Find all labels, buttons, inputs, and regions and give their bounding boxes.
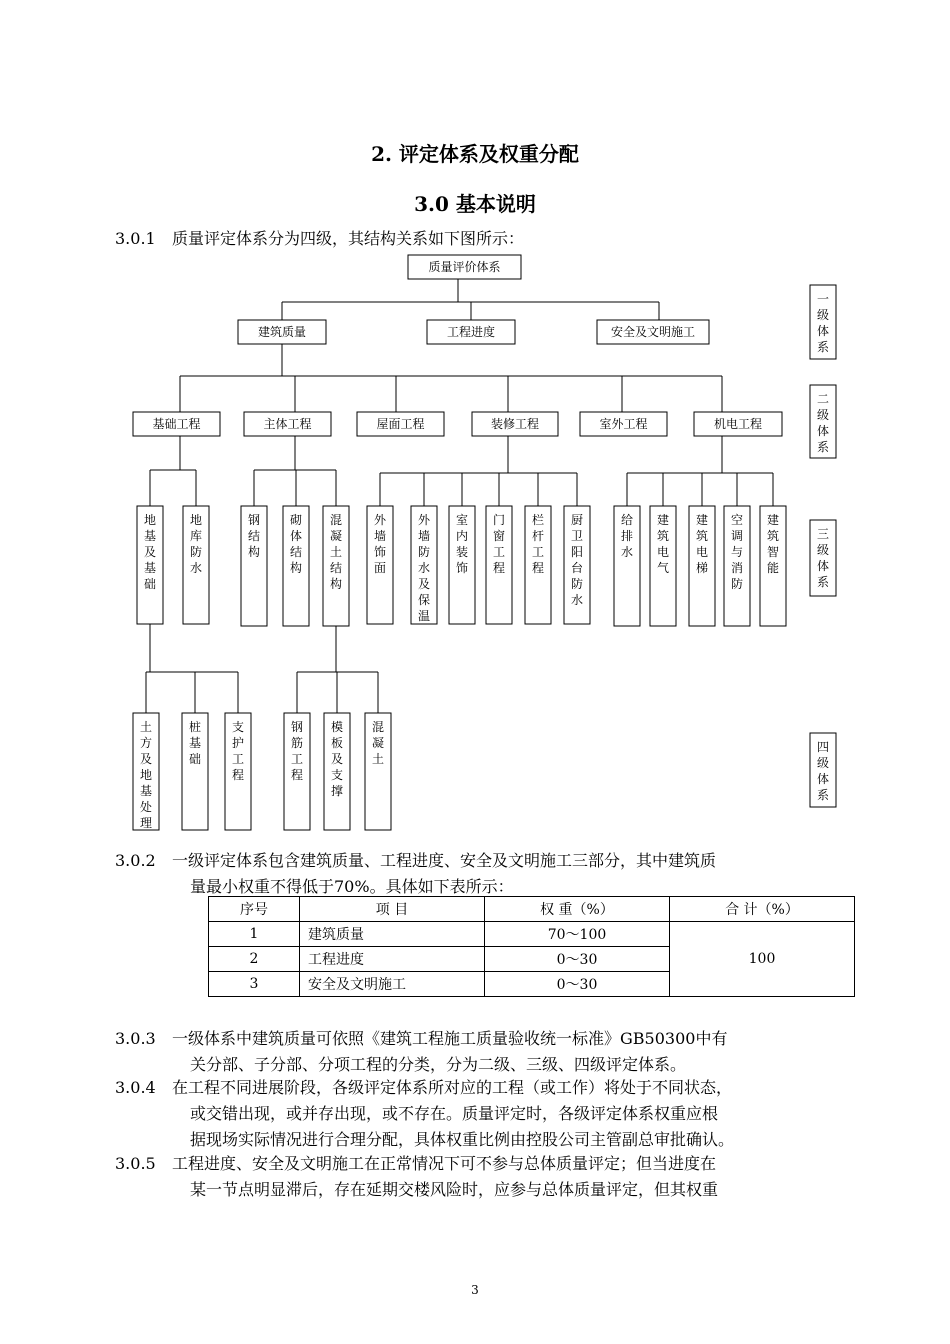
paragraph-3-0-3 [115, 1026, 840, 1078]
diagram-nodes [133, 255, 836, 830]
row-weight: 70～100 [485, 922, 670, 947]
level3-node-label: 地库防水 [189, 513, 203, 575]
weight-table [208, 896, 855, 997]
section-heading: 2. 评定体系及权重分配 [371, 142, 579, 166]
level3-node-label: 门窗工程 [492, 513, 506, 575]
level4-node-label: 钢筋工程 [290, 720, 304, 782]
clause-text: 质量评定体系分为四级，其结构关系如下图所示： [172, 229, 525, 248]
level3-node-label: 钢结构 [247, 513, 261, 559]
level4-node-label: 混凝土 [371, 720, 385, 766]
header-cell: 合 计（%） [670, 897, 855, 922]
level3-node-label: 栏杆工程 [531, 513, 545, 575]
paragraph-3-0-4 [115, 1075, 840, 1153]
paragraph-3-0-2 [115, 848, 840, 900]
tier-label-label: 四级体系 [816, 740, 830, 802]
clause-line: 关分部、子分部、分项工程的分类，分为二级、三级、四级评定体系。 [190, 1055, 687, 1074]
tier-label-label: 三级体系 [816, 527, 830, 589]
header-cell: 权 重（%） [485, 897, 670, 922]
level1-node-label: 工程进度 [446, 325, 496, 339]
clause-line: 某一节点明显滞后，存在延期交楼风险时，应参与总体质量评定，但其权重 [190, 1180, 719, 1199]
clause-number: 3.0.5 [115, 1154, 156, 1173]
subsection-heading: 3.0 基本说明 [414, 192, 536, 216]
level2-node-label: 室外工程 [599, 417, 648, 431]
row-index: 3 [209, 972, 300, 997]
row-index: 2 [209, 947, 300, 972]
level3-node-label: 厨卫阳台防水 [570, 513, 584, 607]
level3-node-label: 外墙饰面 [373, 513, 387, 575]
level3-node-label: 混凝土结构 [329, 513, 343, 591]
level2-node-label: 主体工程 [263, 417, 312, 431]
level3-node-label: 地基及基础 [143, 513, 157, 591]
header-cell: 项 目 [300, 897, 485, 922]
table-row [209, 922, 855, 947]
clause-line: 一级评定体系包含建筑质量、工程进度、安全及文明施工三部分，其中建筑质 [172, 851, 717, 870]
level3-node-label: 给排水 [620, 513, 634, 559]
clause-line: 工程进度、安全及文明施工在正常情况下可不参与总体质量评定；但当进度在 [172, 1154, 717, 1173]
level3-node-label: 砌体结构 [289, 513, 303, 575]
row-item: 建筑质量 [300, 922, 485, 947]
clause-line: 在工程不同进展阶段，各级评定体系所对应的工程（或工作）将处于不同状态， [172, 1078, 733, 1097]
clause-number: 3.0.4 [115, 1078, 156, 1097]
page-number: 3 [471, 1283, 479, 1297]
level4-node-label: 模板及支撑 [330, 720, 344, 798]
tier-label-label: 一级体系 [816, 292, 830, 354]
level3-node-label: 外墙防水及保温 [417, 513, 431, 623]
header-cell: 序号 [209, 897, 300, 922]
level3-node-label: 室内装饰 [455, 513, 469, 575]
level3-node-label: 空调与消防 [730, 513, 744, 591]
row-weight: 0～30 [485, 972, 670, 997]
clause-number: 3.0.1 [115, 229, 156, 248]
level3-node-label: 建筑电梯 [695, 513, 709, 575]
level2-node-label: 屋面工程 [376, 417, 425, 431]
row-item: 工程进度 [300, 947, 485, 972]
level4-node-label: 土方及地基处理 [139, 720, 153, 830]
clause-line: 或交错出现，或并存出现，或不存在。质量评定时，各级评定体系权重应根 [190, 1104, 719, 1123]
table-header-row [209, 897, 855, 922]
total-cell: 100 [670, 922, 855, 997]
level1-node-label: 建筑质量 [257, 325, 307, 339]
row-weight: 0～30 [485, 947, 670, 972]
level2-node-label: 机电工程 [713, 417, 763, 431]
clause-line: 一级体系中建筑质量可依照《建筑工程施工质量验收统一标准》GB50300中有 [172, 1029, 728, 1048]
level3-node-label: 建筑电气 [656, 513, 670, 575]
paragraph-3-0-5 [115, 1151, 840, 1203]
clause-number: 3.0.3 [115, 1029, 156, 1048]
level1-node-label: 安全及文明施工 [610, 325, 696, 339]
level4-node-label: 桩基础 [188, 720, 202, 766]
clause-number: 3.0.2 [115, 851, 156, 870]
row-item: 安全及文明施工 [300, 972, 485, 997]
root-node-label: 质量评价体系 [428, 260, 501, 274]
level2-node-label: 装修工程 [490, 417, 540, 431]
row-index: 1 [209, 922, 300, 947]
tier-label-label: 二级体系 [816, 392, 830, 454]
level4-node-label: 支护工程 [231, 720, 245, 782]
quality-hierarchy-diagram [0, 240, 950, 840]
clause-line: 据现场实际情况进行合理分配，具体权重比例由控股公司主管副总审批确认。 [190, 1130, 735, 1149]
level2-node-label: 基础工程 [152, 417, 201, 431]
clause-line: 量最小权重不得低于70%。具体如下表所示： [190, 877, 514, 896]
level3-node-label: 建筑智能 [766, 513, 780, 575]
